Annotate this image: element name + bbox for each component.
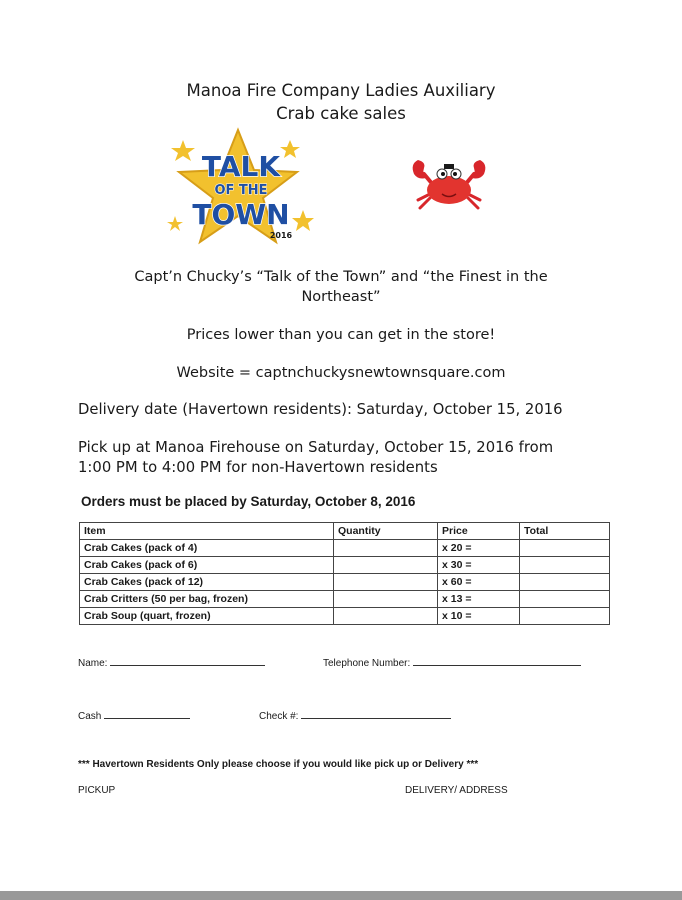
phone-field[interactable] (413, 656, 581, 666)
price-cell: x 13 = (438, 591, 520, 608)
total-cell[interactable] (520, 540, 610, 557)
name-field[interactable] (110, 656, 265, 666)
price-cell: x 60 = (438, 574, 520, 591)
price-cell: x 20 = (438, 540, 520, 557)
item-cell: Crab Cakes (pack of 6) (80, 557, 334, 574)
small-star-icon (167, 216, 183, 231)
small-star-icon (280, 140, 300, 158)
price-cell: x 10 = (438, 608, 520, 625)
cash-field[interactable] (104, 709, 190, 719)
havertown-notice: *** Havertown Residents Only please choose if you would like pick up or Delivery *** (78, 759, 479, 770)
quantity-cell[interactable] (334, 540, 438, 557)
quantity-cell[interactable] (334, 591, 438, 608)
bottom-edge-bar (0, 891, 682, 900)
quantity-cell[interactable] (334, 608, 438, 625)
table-header-row (80, 523, 610, 540)
total-cell[interactable] (520, 591, 610, 608)
name-label: Name: (78, 658, 108, 669)
pickup-option[interactable]: PICKUP (78, 785, 116, 796)
item-cell: Crab Critters (50 per bag, frozen) (80, 591, 334, 608)
quantity-cell[interactable] (334, 557, 438, 574)
table-row (80, 574, 610, 591)
check-field-group (259, 709, 451, 722)
website-line: Website = captnchuckysnewtownsquare.com (176, 365, 506, 381)
small-star-icon (292, 210, 314, 231)
item-cell: Crab Cakes (pack of 4) (80, 540, 334, 557)
flyer-title: Manoa Fire Company Ladies Auxiliary (186, 81, 496, 100)
table-row (80, 540, 610, 557)
quantity-cell[interactable] (334, 574, 438, 591)
prices-note: Prices lower than you can get in the store! (186, 327, 496, 343)
total-cell[interactable] (520, 557, 610, 574)
check-label: Check #: (259, 711, 299, 722)
price-cell: x 30 = (438, 557, 520, 574)
talk-of-the-town-logo (165, 126, 317, 256)
delivery-option[interactable]: DELIVERY/ ADDRESS (405, 785, 508, 796)
table-row (80, 591, 610, 608)
intro-line-2: Northeast” (301, 289, 381, 305)
intro-line-1: Capt’n Chucky’s “Talk of the Town” and “the Finest in the (134, 269, 548, 285)
item-cell: Crab Cakes (pack of 12) (80, 574, 334, 591)
logo-line-talk: TALK (201, 150, 281, 183)
table-row (80, 608, 610, 625)
name-field-group (78, 656, 265, 669)
logo-year: 2016 (269, 231, 293, 240)
total-cell[interactable] (520, 608, 610, 625)
phone-field-group (323, 656, 581, 669)
order-table (79, 522, 610, 625)
item-cell: Crab Soup (quart, frozen) (80, 608, 334, 625)
total-cell[interactable] (520, 574, 610, 591)
orders-deadline: Orders must be placed by Saturday, October 8, 2016 (81, 494, 416, 509)
pickup-line-2: 1:00 PM to 4:00 PM for non-Havertown residents (78, 459, 438, 476)
flyer-subtitle: Crab cake sales (276, 104, 406, 123)
cash-field-group (78, 709, 190, 722)
cash-label: Cash (78, 711, 102, 722)
small-star-icon (171, 140, 195, 161)
logo-line-town: TOWN (192, 198, 290, 231)
header-total: Total (520, 523, 610, 540)
table-row (80, 557, 610, 574)
header-item: Item (80, 523, 334, 540)
crab-icon (408, 150, 490, 212)
phone-label: Telephone Number: (323, 658, 411, 669)
pickup-line-1: Pick up at Manoa Firehouse on Saturday, October 15, 2016 from (78, 439, 554, 456)
header-price: Price (438, 523, 520, 540)
check-field[interactable] (301, 709, 451, 719)
delivery-date: Delivery date (Havertown residents): Saturday, October 15, 2016 (78, 401, 563, 418)
header-quantity: Quantity (334, 523, 438, 540)
logo-line-of-the: OF THE (214, 183, 268, 198)
